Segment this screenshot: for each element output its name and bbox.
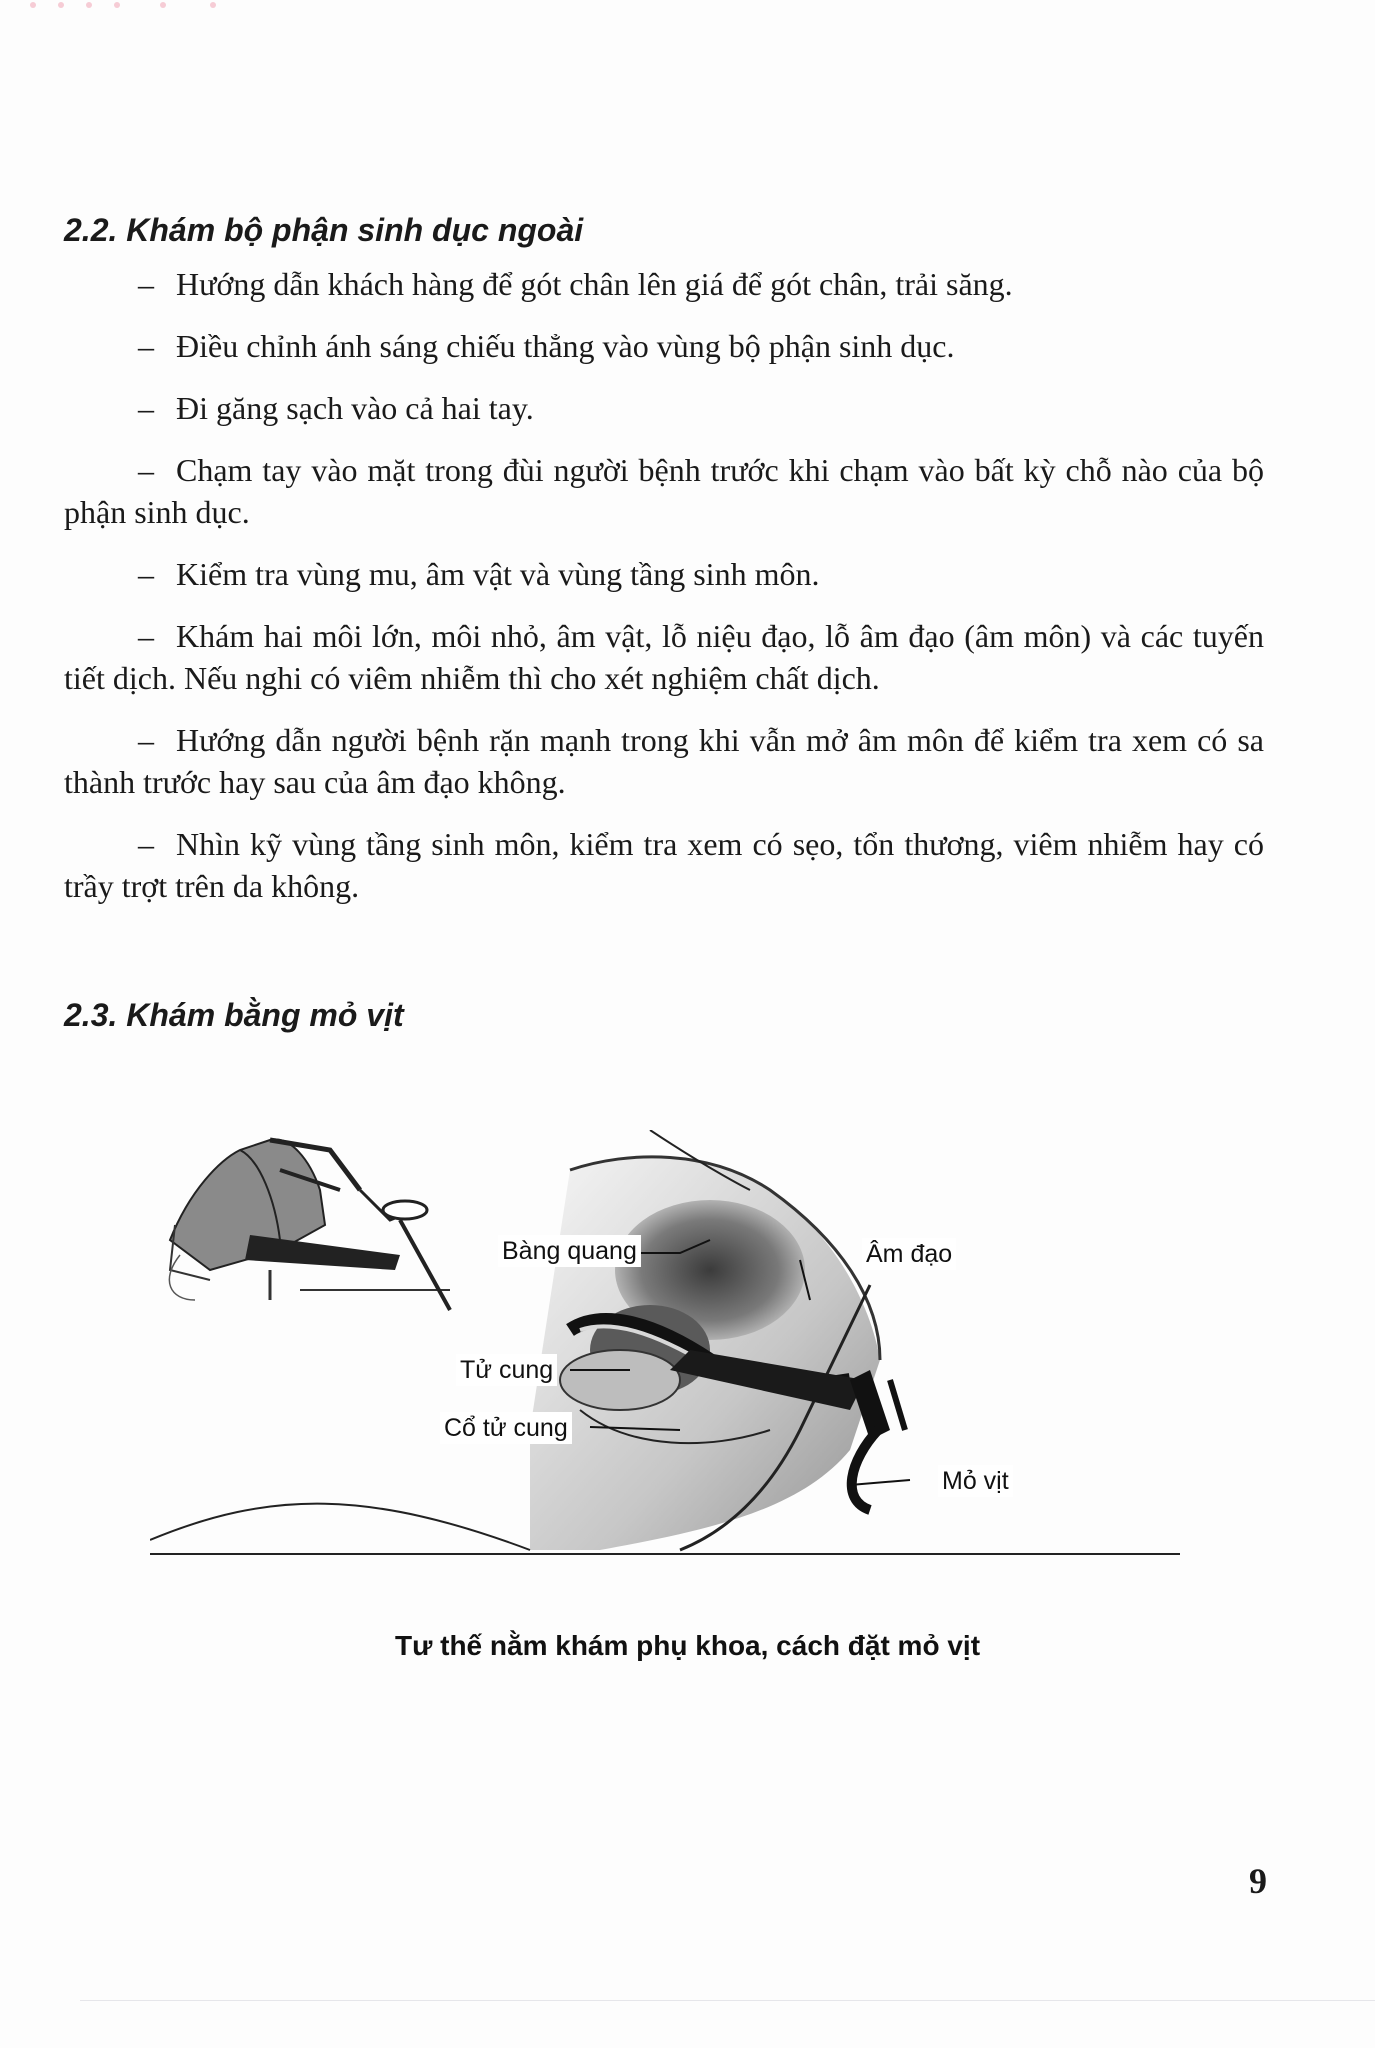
label-cervix: Cổ tử cung bbox=[440, 1412, 572, 1444]
list-item-text: Đi găng sạch vào cả hai tay. bbox=[176, 390, 534, 426]
list-item bbox=[64, 719, 1264, 803]
list-item bbox=[64, 615, 1264, 699]
label-uterus: Tử cung bbox=[456, 1354, 557, 1386]
list-item-text: Kiểm tra vùng mu, âm vật và vùng tầng sinh môn. bbox=[176, 556, 820, 592]
section-heading-2-3: 2.3. Khám bằng mỏ vịt bbox=[64, 997, 404, 1033]
dash-marker: – bbox=[138, 390, 154, 426]
list-item bbox=[64, 449, 1264, 533]
dash-marker: – bbox=[138, 328, 154, 364]
list-item bbox=[64, 325, 1264, 367]
figure-caption: Tư thế nằm khám phụ khoa, cách đặt mỏ vịt bbox=[394, 1630, 981, 1661]
list-item-text: Điều chỉnh ánh sáng chiếu thẳng vào vùng bộ phận sinh dục. bbox=[176, 328, 955, 364]
dash-marker: – bbox=[138, 266, 154, 302]
list-item-text: Hướng dẫn người bệnh rặn mạnh trong khi vẫn mở âm môn để kiểm tra xem có sa thành trước hay sau của âm đạo không. bbox=[64, 722, 1264, 800]
scan-marks bbox=[30, 0, 290, 10]
label-bladder: Bàng quang bbox=[498, 1235, 641, 1267]
list-item-text: Hướng dẫn khách hàng để gót chân lên giá để gót chân, trải săng. bbox=[176, 266, 1013, 302]
dash-marker: – bbox=[138, 556, 154, 592]
dash-marker: – bbox=[138, 618, 154, 654]
list-item-text: Nhìn kỹ vùng tầng sinh môn, kiểm tra xem có sẹo, tổn thương, viêm nhiễm hay có trầy trợt trên da không. bbox=[64, 826, 1264, 904]
dash-marker: – bbox=[138, 722, 154, 758]
patient-position-sketch bbox=[169, 1139, 450, 1310]
list-item bbox=[64, 263, 1264, 305]
list-item bbox=[64, 553, 1264, 595]
illustration bbox=[150, 1130, 1180, 1570]
list-item bbox=[64, 823, 1264, 907]
speculum-exam-figure bbox=[150, 1130, 1180, 1570]
list-item bbox=[64, 387, 1264, 429]
page-number: 9 bbox=[1249, 1861, 1267, 1901]
dash-marker: – bbox=[138, 452, 154, 488]
page-edge bbox=[80, 2000, 1375, 2001]
dash-marker: – bbox=[138, 826, 154, 862]
section-heading-2-2: 2.2. Khám bộ phận sinh dục ngoài bbox=[64, 212, 584, 248]
label-vagina: Âm đạo bbox=[862, 1238, 956, 1270]
list-item-text: Chạm tay vào mặt trong đùi người bệnh trước khi chạm vào bất kỳ chỗ nào của bộ phận sinh dục. bbox=[64, 452, 1264, 530]
label-speculum: Mỏ vịt bbox=[938, 1465, 1013, 1497]
main-content bbox=[64, 205, 1264, 927]
list-item-text: Khám hai môi lớn, môi nhỏ, âm vật, lỗ niệu đạo, lỗ âm đạo (âm môn) và các tuyến tiết dịch. Nếu nghi có viêm nhiễm thì cho xét nghiệm chất dịch. bbox=[64, 618, 1264, 696]
